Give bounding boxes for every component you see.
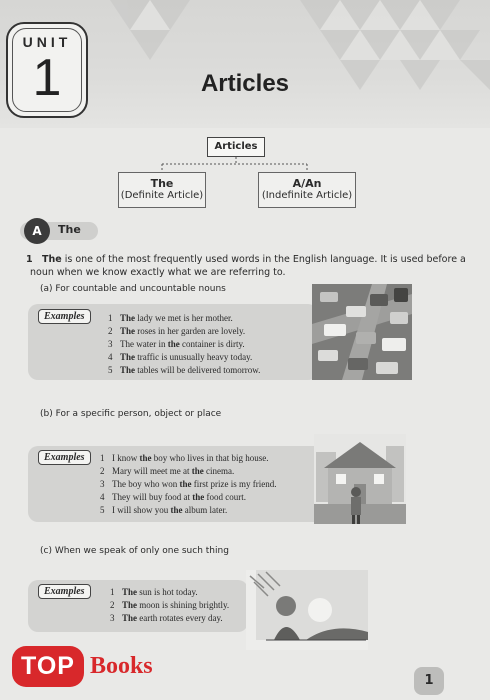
example-prefix: Mary will meet me at bbox=[112, 466, 192, 476]
example-rest: roses in her garden are lovely. bbox=[135, 326, 246, 336]
unit-number: 1 bbox=[32, 49, 62, 107]
subsection-a-label: (a) For countable and uncountable nouns bbox=[40, 284, 226, 294]
example-article: the bbox=[191, 466, 204, 476]
page-number: 1 bbox=[414, 667, 444, 695]
example-sentence bbox=[100, 465, 276, 478]
diagram-connectors bbox=[0, 0, 490, 200]
example-prefix: The water in bbox=[120, 339, 168, 349]
intro-bold-word: The bbox=[42, 254, 62, 265]
example-prefix: The boy who won bbox=[112, 479, 180, 489]
diagram-definite-node bbox=[118, 172, 206, 208]
example-number: 2 bbox=[108, 326, 113, 336]
examples-tag-c: Examples bbox=[38, 584, 91, 599]
diagram-root: Articles bbox=[207, 137, 265, 157]
example-number: 5 bbox=[108, 365, 113, 375]
example-number: 3 bbox=[110, 613, 115, 623]
example-number: 1 bbox=[108, 313, 113, 323]
traffic-illustration bbox=[312, 284, 412, 380]
house-illustration bbox=[314, 434, 406, 524]
example-number: 4 bbox=[108, 352, 113, 362]
example-article: The bbox=[120, 313, 136, 323]
example-sentence bbox=[100, 478, 276, 491]
example-rest: album later. bbox=[182, 505, 228, 515]
example-article: The bbox=[122, 587, 138, 597]
example-rest: food court. bbox=[204, 492, 246, 502]
example-sentence bbox=[108, 312, 260, 325]
example-number: 4 bbox=[100, 492, 105, 502]
section-name: The bbox=[58, 223, 81, 236]
example-number: 3 bbox=[100, 479, 105, 489]
logo-top-text: TOP bbox=[12, 646, 84, 687]
example-article: The bbox=[122, 600, 138, 610]
example-article: the bbox=[167, 339, 180, 349]
example-number: 1 bbox=[100, 453, 105, 463]
example-number: 3 bbox=[108, 339, 113, 349]
example-rest: moon is shining brightly. bbox=[137, 600, 230, 610]
example-rest: traffic is unusually heavy today. bbox=[135, 352, 253, 362]
example-sentence bbox=[100, 504, 276, 517]
example-rest: boy who lives in that big house. bbox=[151, 453, 269, 463]
example-sentence bbox=[108, 351, 260, 364]
example-sentence bbox=[100, 491, 276, 504]
example-rest: first prize is my friend. bbox=[191, 479, 277, 489]
example-prefix: I will show you bbox=[112, 505, 171, 515]
example-article: the bbox=[139, 453, 152, 463]
intro-number: 1 bbox=[26, 254, 33, 265]
intro-paragraph bbox=[26, 253, 468, 279]
example-article: The bbox=[120, 326, 136, 336]
logo-books-text: Books bbox=[89, 652, 153, 679]
subsection-b-label: (b) For a specific person, object or place bbox=[40, 409, 222, 419]
intro-text: is one of the most frequently used words in the English language. It is used before a noun when we know exactly what we are referring to. bbox=[30, 254, 466, 278]
example-article: The bbox=[120, 365, 136, 375]
diagram-definite-subtitle: (Definite Article) bbox=[120, 190, 204, 201]
page-title: Articles bbox=[200, 70, 290, 97]
example-rest: lady we met is her mother. bbox=[135, 313, 233, 323]
topbooks-logo bbox=[12, 640, 153, 692]
example-sentence bbox=[110, 586, 229, 599]
examples-tag-a: Examples bbox=[38, 309, 91, 324]
sun-scene bbox=[246, 570, 368, 650]
example-article: The bbox=[122, 613, 138, 623]
example-sentence bbox=[110, 599, 229, 612]
example-sentence bbox=[100, 452, 276, 465]
example-rest: earth rotates every day. bbox=[137, 613, 223, 623]
example-rest: tables will be delivered tomorrow. bbox=[135, 365, 261, 375]
diagram-indefinite-node bbox=[258, 172, 356, 208]
example-number: 2 bbox=[100, 466, 105, 476]
house-scene bbox=[314, 434, 406, 524]
example-sentence bbox=[108, 338, 260, 351]
example-article: the bbox=[179, 479, 192, 489]
example-article: the bbox=[170, 505, 183, 515]
unit-label: UNIT bbox=[22, 34, 72, 50]
example-prefix: They will buy food at bbox=[112, 492, 193, 502]
example-rest: sun is hot today. bbox=[137, 587, 198, 597]
diagram-indefinite-title: A/An bbox=[292, 177, 322, 190]
examples-list-c bbox=[110, 586, 229, 625]
subsection-c-label: (c) When we speak of only one such thing bbox=[40, 546, 229, 556]
examples-list-a bbox=[108, 312, 260, 377]
example-number: 2 bbox=[110, 600, 115, 610]
traffic-scene bbox=[312, 284, 412, 380]
example-sentence bbox=[110, 612, 229, 625]
example-article: the bbox=[192, 492, 205, 502]
example-number: 5 bbox=[100, 505, 105, 515]
example-number: 1 bbox=[110, 587, 115, 597]
example-rest: cinema. bbox=[203, 466, 235, 476]
sun-illustration bbox=[246, 570, 368, 650]
example-rest: container is dirty. bbox=[179, 339, 245, 349]
examples-tag-b: Examples bbox=[38, 450, 91, 465]
examples-list-b bbox=[100, 452, 276, 517]
diagram-definite-title: The bbox=[150, 177, 174, 190]
example-sentence bbox=[108, 364, 260, 377]
section-letter: A bbox=[24, 218, 50, 244]
diagram-indefinite-subtitle: (Indefinite Article) bbox=[261, 190, 353, 201]
example-prefix: I know bbox=[112, 453, 140, 463]
example-article: The bbox=[120, 352, 136, 362]
example-sentence bbox=[108, 325, 260, 338]
